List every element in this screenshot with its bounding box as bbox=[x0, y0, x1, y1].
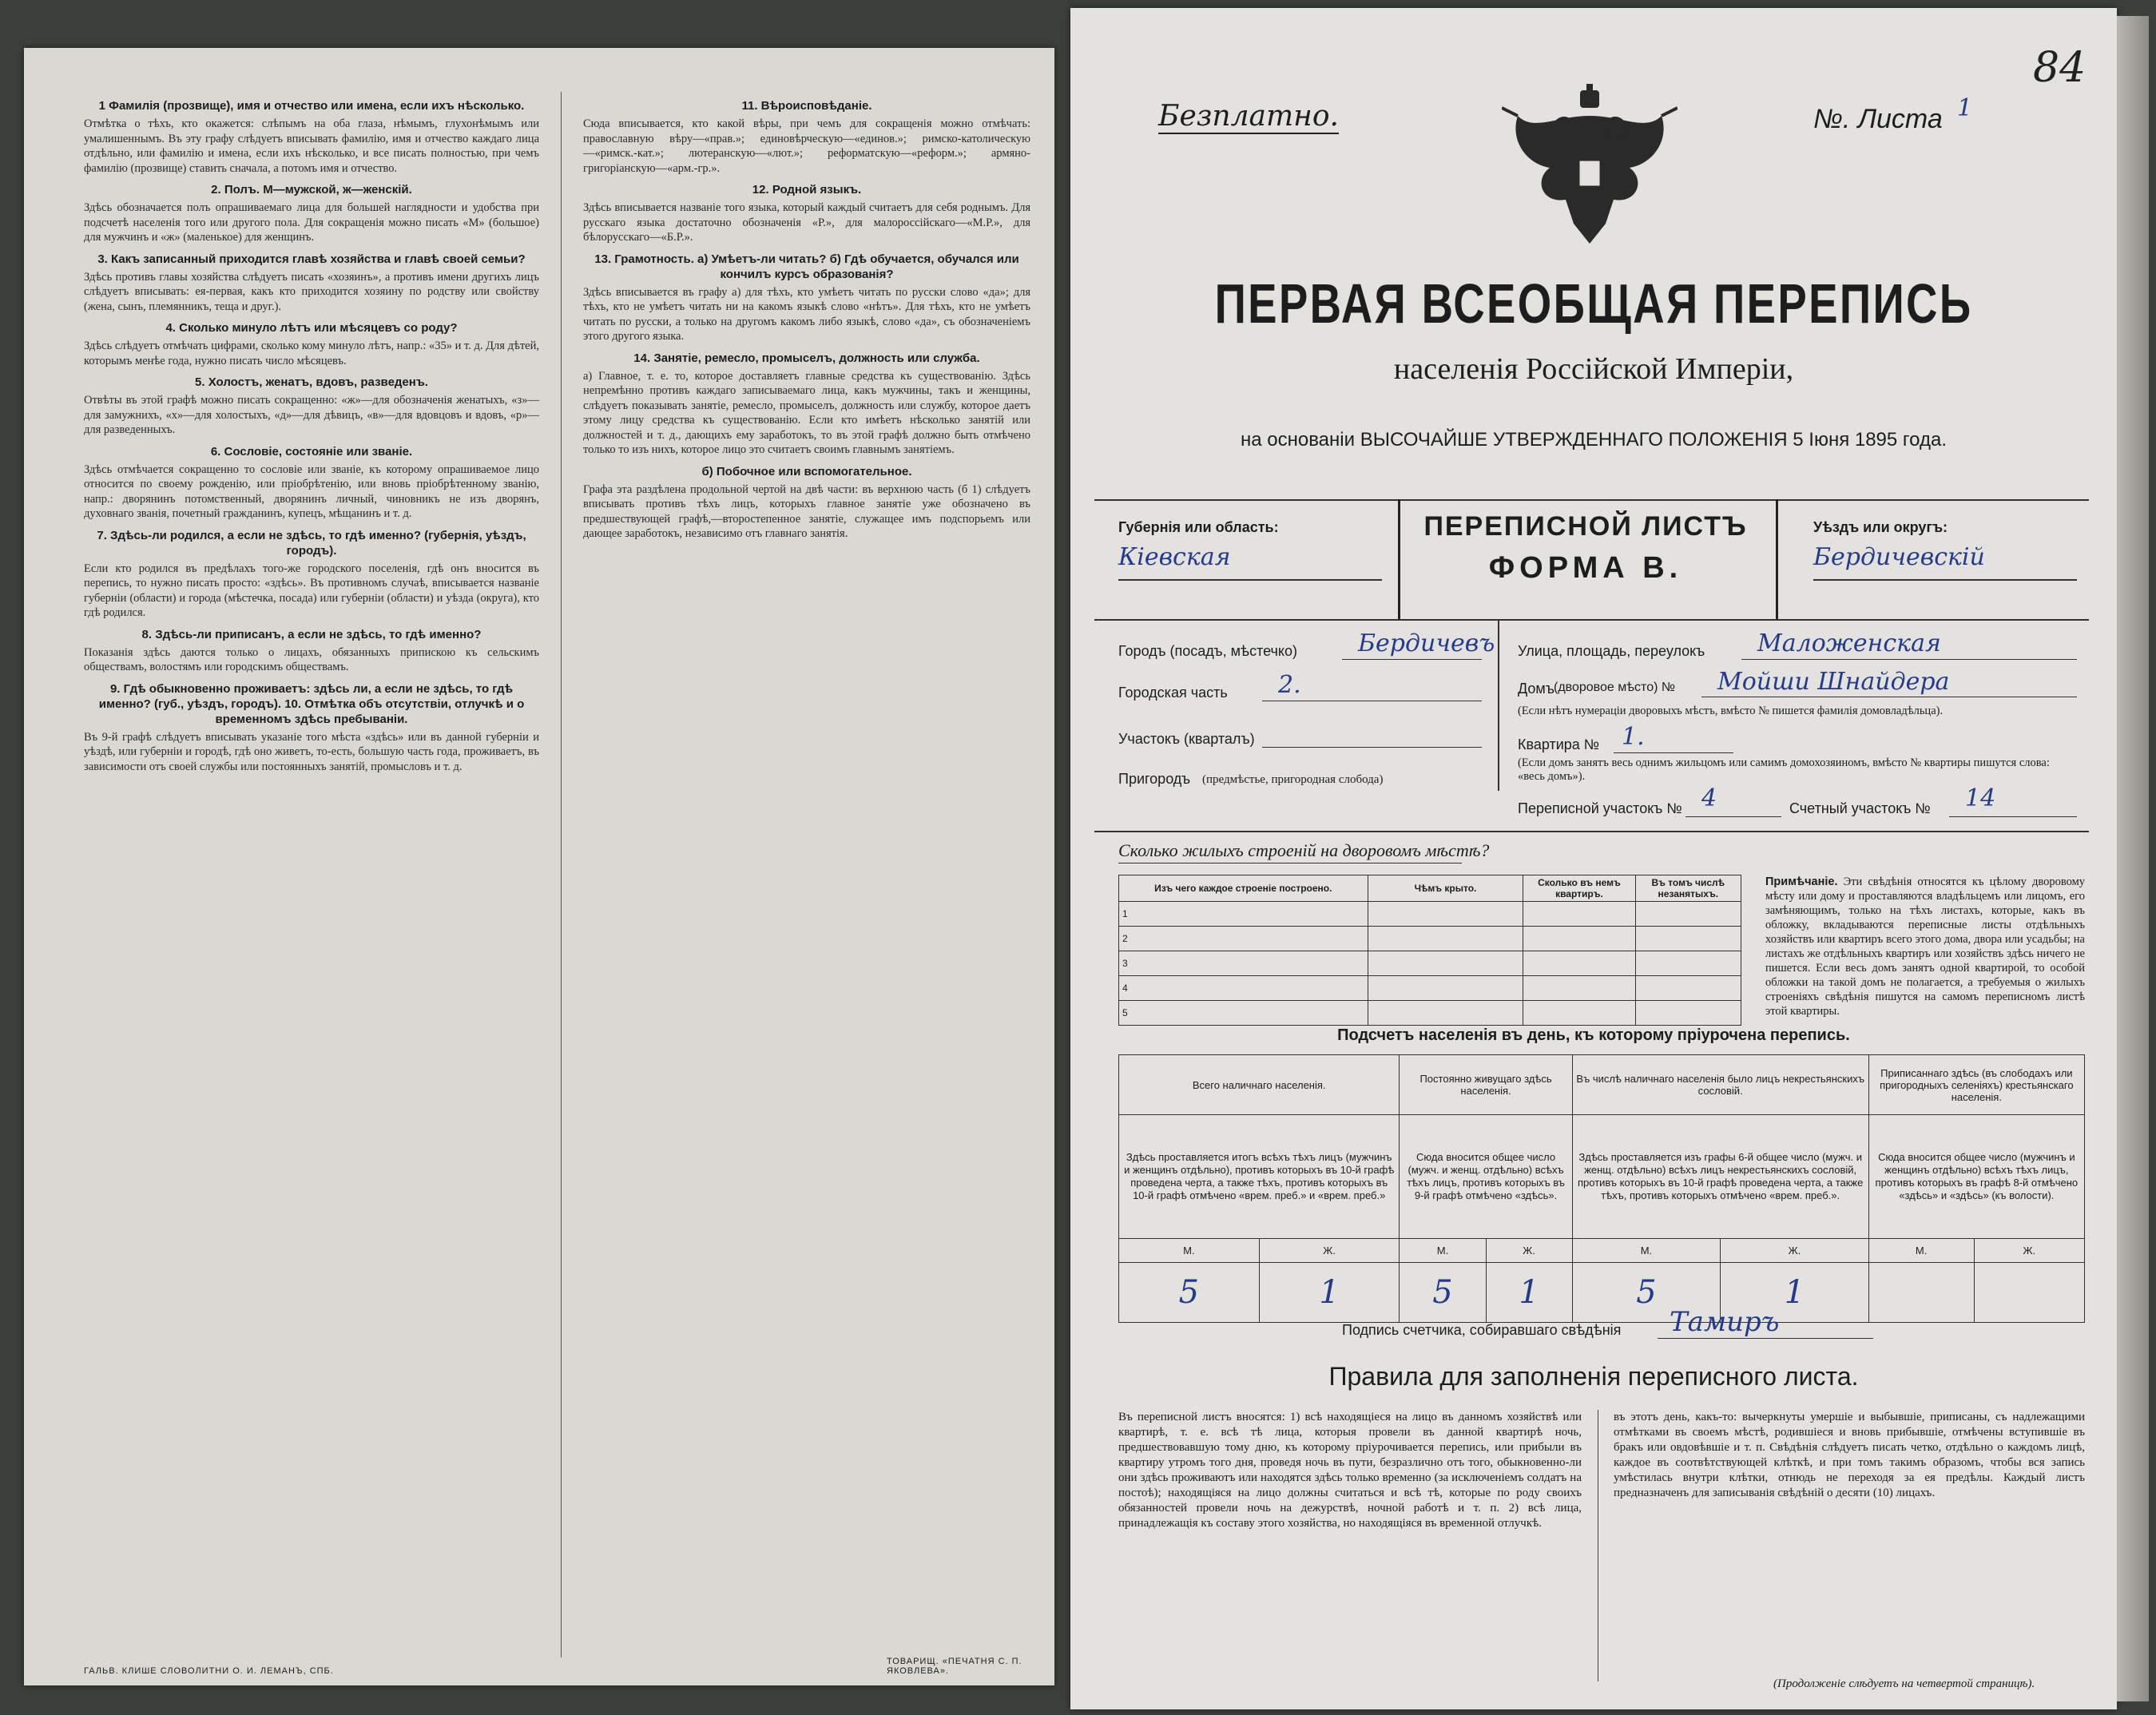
form-name: ФОРМА В. bbox=[1488, 551, 1683, 585]
female-label: Ж. bbox=[1974, 1239, 2085, 1263]
prigorod-note: (предмѣстье, пригородная слобода) bbox=[1202, 773, 1384, 786]
table-cell[interactable] bbox=[1523, 951, 1635, 976]
instruction-title: 12. Родной языкъ. bbox=[752, 183, 862, 197]
signature-label: Подпись счетчика, собиравшаго свѣдѣнія bbox=[1342, 1322, 1622, 1338]
instruction-title: 9. Гдѣ обыкновенно проживаетъ: здѣсь ли, а если не здѣсь, то гдѣ именно? (губ., уѣздъ, городъ). 10. Отмѣтка объ отсутствіи, отлучкѣ и о временномъ здѣсь пребываніи. bbox=[98, 681, 525, 726]
building-row-number: 1 bbox=[1119, 902, 1368, 927]
table-row bbox=[1119, 976, 1741, 1001]
instruction-body: Здѣсь отмѣчается сокращенно то сословіе или званіе, къ которому опрашиваемое лицо относится по своему рожденію, или пріобрѣтенію, или вновь пріобрѣтенному званію, напр.: дворянинъ потомственный, дворянинъ личный, чиновникъ не изъ дворянъ, духовнаго званія, почетный гражданинъ, купецъ, мѣщанинъ и т. д. bbox=[84, 462, 539, 520]
instruction-body: Если кто родился въ предѣлахъ того-же городского поселенія, гдѣ онъ вносится въ перепись, то нужно писать просто: «здѣсь». Въ противномъ случаѣ, вписывается названіе губерніи (области) и города (мѣстечка, посада) или губерніи (области) и уѣзда (округа), кто гдѣ родился. bbox=[84, 562, 539, 619]
count-desc-present: Здѣсь проставляется итогъ всѣхъ тѣхъ лицъ (мужчинъ и женщинъ отдѣльно), противъ которыхъ въ 10-й графѣ проведена черта, а также тѣхъ, противъ которыхъ въ 10-й графѣ отмѣчено «врем. преб.» и «врем. преб.» bbox=[1119, 1115, 1400, 1239]
buildings-header-row bbox=[1119, 875, 1741, 902]
instruction-section bbox=[583, 98, 1030, 176]
instruction-body: Здѣсь вписывается названіе того языка, который каждый считаетъ для себя роднымъ. Для русскаго языка достаточно обозначенія «Р.», для малороссійскаго—«М.Р.», для бѣлорусскаго—«Б.Р.». bbox=[583, 201, 1030, 244]
instruction-title: 1 Фамилія (прозвище), имя и отчество или имена, если ихъ нѣсколько. bbox=[98, 99, 525, 113]
count-col-present: Всего наличнаго населенія. bbox=[1119, 1055, 1400, 1115]
table-cell[interactable] bbox=[1368, 902, 1523, 927]
house-note: (дворовое мѣсто) № bbox=[1554, 681, 1676, 694]
instruction-section bbox=[583, 252, 1030, 344]
instruction-section bbox=[583, 464, 1030, 542]
count-col-permanent: Постоянно живущаго здѣсь населенія. bbox=[1400, 1055, 1572, 1115]
instruction-title: 14. Занятіе, ремесло, промыселъ, должность или служба. bbox=[633, 351, 980, 365]
instruction-title: 2. Полъ. М—мужской, ж—женскій. bbox=[211, 183, 412, 197]
legal-basis: на основаніи ВЫСОЧАЙШЕ УТВЕРЖДЕННАГО ПОЛОЖЕНІЯ 5 Іюня 1895 года. bbox=[1240, 429, 1947, 451]
male-label: М. bbox=[1868, 1239, 1974, 1263]
guberniya-value[interactable]: Кіевская bbox=[1118, 543, 1231, 571]
double-headed-eagle-emblem bbox=[1502, 84, 1678, 252]
present-male-count[interactable]: 5 bbox=[1119, 1263, 1260, 1323]
instruction-body: Отмѣтка о тѣхъ, кто окажется: слѣпымъ на оба глаза, нѣмымъ, глухонѣмымъ или умалишеннымъ. Въ эту графу слѣдуетъ вписывать фамилію, имя и отчество каждаго лица отдѣльно, или фамилію и имена, если ихъ нѣсколько, и все писать полностью, при чемъ фамилію (прозвище) ставить сначала, а потомъ имя и отчество. bbox=[84, 117, 539, 175]
building-row-number: 2 bbox=[1119, 927, 1368, 951]
non-peasant-female-count[interactable]: 1 bbox=[1721, 1263, 1869, 1323]
column-divider bbox=[561, 92, 562, 1657]
instruction-title: б) Побочное или вспомогательное. bbox=[701, 464, 912, 478]
table-cell[interactable] bbox=[1635, 927, 1741, 951]
census-district-value[interactable]: 4 bbox=[1701, 784, 1717, 812]
city-value[interactable]: Бердичевъ bbox=[1358, 629, 1495, 657]
census-form-page bbox=[1070, 8, 2117, 1709]
instruction-section bbox=[84, 252, 539, 315]
table-cell[interactable] bbox=[1523, 1001, 1635, 1026]
permanent-male-count[interactable]: 5 bbox=[1400, 1263, 1486, 1323]
count-district-label: Счетный участокъ № bbox=[1789, 800, 1931, 816]
table-cell[interactable] bbox=[1635, 976, 1741, 1001]
census-district-label: Переписной участокъ № bbox=[1518, 800, 1682, 816]
instructions-column-2 bbox=[583, 92, 1030, 545]
instruction-section bbox=[84, 528, 539, 621]
instruction-title: 5. Холостъ, женатъ, вдовъ, разведенъ. bbox=[195, 375, 428, 389]
buildings-note: Эти свѣдѣнія относятся къ цѣлому дворовому мѣсту или дому и проставляются владѣльцемъ или лицомъ, его замѣняющимъ, только на тѣхъ листахъ, которые, какъ въ обложку, вкладываются переписные листы отдѣльныхъ хозяйствъ или квартиръ всего этого дома, двора или усадьбы; на листахъ же отдѣльныхъ квартиръ или хозяйствъ здѣсь ничего не пишется. Если весь домъ занятъ одной квартирой, то особой обложки на такой домъ не полагается, а требуемыя о жилыхъ строеніяхъ свѣдѣнія пишутся на самомъ переписномъ листѣ этой квартиры. bbox=[1765, 875, 2085, 1018]
sheet-number-label: №. Листа bbox=[1813, 104, 1943, 134]
instruction-body: Графа эта раздѣлена продольной чертой на двѣ части: въ верхнюю часть (б 1) слѣдуетъ вписывать противъ тѣхъ лицъ, которыхъ главное занятіе уже обозначено въ предшествующей графѣ,—второстепенное занятіе, служащее имъ подспорьемъ или дающее заработокъ, независимо отъ главнаго занятія. bbox=[583, 482, 1030, 540]
table-row bbox=[1119, 1001, 1741, 1026]
uezd-label: Уѣздъ или округъ: bbox=[1813, 519, 1948, 535]
house-label: Домъ bbox=[1518, 681, 1555, 697]
count-head-row bbox=[1119, 1055, 2085, 1115]
table-cell[interactable] bbox=[1523, 976, 1635, 1001]
instruction-title: 4. Сколько минуло лѣтъ или мѣсяцевъ со роду? bbox=[165, 321, 458, 335]
building-row-number: 4 bbox=[1119, 976, 1368, 1001]
count-desc-permanent: Сюда вносится общее число (мужч. и женщ. отдѣльно) всѣхъ тѣхъ лицъ, противъ которыхъ въ 9-й графѣ отмѣчено «здѣсь». bbox=[1400, 1115, 1572, 1239]
city-part-label: Городская часть bbox=[1118, 685, 1228, 701]
rules-title: Правила для заполненія переписного листа. bbox=[1328, 1362, 1859, 1391]
table-cell[interactable] bbox=[1635, 951, 1741, 976]
apartment-label: Квартира № bbox=[1518, 736, 1600, 752]
page-edge bbox=[2117, 16, 2149, 1701]
table-row bbox=[1119, 927, 1741, 951]
city-label: Городъ (посадъ, мѣстечко) bbox=[1118, 643, 1297, 659]
print-credit-right: ТОВАРИЩ. «ПЕЧАТНЯ С. П. ЯКОВЛЕВА». bbox=[887, 1657, 1022, 1676]
table-cell[interactable] bbox=[1523, 927, 1635, 951]
sheet-title: ПЕРЕПИСНОЙ ЛИСТЪ bbox=[1423, 511, 1748, 542]
instruction-section bbox=[84, 182, 539, 245]
table-cell[interactable] bbox=[1368, 1001, 1523, 1026]
archive-page-number: 84 bbox=[2033, 44, 2087, 92]
count-values-row bbox=[1119, 1263, 2085, 1323]
rules-left-column: Въ переписной листъ вносятся: 1) всѣ находящіеся на лицо въ данномъ хозяйствѣ или квартирѣ, т. е. всѣ тѣ лица, которыя провели въ данной квартирѣ ночь, предшествовавшую тому дню, къ которому пріурочивается перепись, или прибыли въ квартиру утромъ того дня, проведя ночь въ пути, безразлично отъ того, обыкновенно-ли они здѣсь проживаютъ или находятся здѣсь только временно (за исключеніемъ солдатъ на постоѣ); находящіяся на лицо должны считаться и всѣ тѣ, которые по роду своихъ обязанностей провели ночь на дежурствѣ, ночной работѣ и т. п. 2) всѣ лица, принадлежащія къ составу этого хозяйства, но находящіяся въ временной отлучкѣ. bbox=[1118, 1411, 1582, 1530]
uchastok-label: Участокъ (кварталъ) bbox=[1118, 731, 1255, 747]
left-page-instructions bbox=[24, 48, 1054, 1685]
instruction-section bbox=[84, 98, 539, 176]
male-label: М. bbox=[1400, 1239, 1486, 1263]
uezd-value[interactable]: Бердичевскій bbox=[1813, 543, 1985, 571]
enumerator-signature[interactable]: Тамиръ bbox=[1670, 1306, 1780, 1338]
count-heading: Подсчетъ населенія въ день, къ которому пріурочена перепись. bbox=[1337, 1026, 1850, 1044]
table-cell[interactable] bbox=[1635, 1001, 1741, 1026]
instruction-body: Здѣсь слѣдуетъ отмѣчать цифрами, сколько кому минуло лѣтъ, напр.: «35» и т. д. Для дѣтей, которымъ менѣе года, нужно писать число мѣсяцевъ. bbox=[84, 339, 539, 367]
building-row-number: 3 bbox=[1119, 951, 1368, 976]
census-title: ПЕРВАЯ ВСЕОБЩАЯ ПЕРЕПИСЬ bbox=[1214, 272, 1973, 335]
prigorod-label: Пригородъ bbox=[1118, 771, 1191, 787]
registered-male-count[interactable] bbox=[1868, 1263, 1974, 1323]
instruction-body: Здѣсь обозначается полъ опрашиваемаго лица для большей наглядности и удобства при подсчетѣ населенія того или другого пола. Для сокращенія можно писать «М» (большое) для мужчинъ и «ж» (маленькое) для женщинъ. bbox=[84, 201, 539, 244]
female-label: Ж. bbox=[1259, 1239, 1400, 1263]
female-label: Ж. bbox=[1486, 1239, 1572, 1263]
buildings-note-head: Примѣчаніе. bbox=[1765, 875, 1838, 888]
guberniya-label: Губернія или область: bbox=[1118, 519, 1279, 535]
instruction-title: 8. Здѣсь-ли приписанъ, а если не здѣсь, то гдѣ именно? bbox=[141, 627, 482, 641]
count-mf-row bbox=[1119, 1239, 2085, 1263]
street-label: Улица, площадь, переулокъ bbox=[1518, 643, 1705, 659]
table-cell[interactable] bbox=[1635, 902, 1741, 927]
census-subtitle: населенія Россійской Имперіи, bbox=[1393, 352, 1794, 386]
count-col-registered-peasant: Приписаннаго здѣсь (въ слободахъ или пригородныхъ селеніяхъ) крестьянскаго населенія. bbox=[1868, 1055, 2084, 1115]
apartment-value[interactable]: 1. bbox=[1622, 723, 1645, 751]
count-district-value[interactable]: 14 bbox=[1965, 784, 1996, 812]
house-hint: (Если нѣтъ нумераціи дворовыхъ мѣстъ, вмѣсто № пишется фамилія домовладѣльца). bbox=[1518, 705, 1944, 717]
instruction-body: а) Главное, т. е. то, которое доставляетъ главные средства къ существованію. Здѣсь непремѣнно противъ каждаго записываемаго лица, какъ мужчины, такъ и женщины, слѣдуетъ показывать занятіе, ремесло, промыселъ, должность или службу, которое даетъ этому лицу средства къ существованію. Если кто имѣетъ нѣсколько занятій или должностей и т. д., дающихъ ему заработокъ, то въ этой графѣ должно быть отмѣчено только то изъ нихъ, которое лицо это считаетъ своимъ главнымъ занятіемъ. bbox=[583, 369, 1030, 456]
instruction-section bbox=[84, 681, 539, 775]
permanent-female-count[interactable]: 1 bbox=[1486, 1263, 1572, 1323]
instruction-body: Сюда вписывается, кто какой вѣры, при чемъ для сокращенія можно отмѣчать: православную вѣру—«прав.»; единовѣрческую—«единов.»; римско-католическую—«римск.-кат.»; лютеранскую—«лют.»; реформатскую—«реформ.»; армяно-григоріанскую—«арм.-гр.». bbox=[583, 117, 1030, 175]
table-cell[interactable] bbox=[1523, 902, 1635, 927]
instruction-section bbox=[84, 375, 539, 438]
count-desc-non-peasant: Здѣсь проставляется изъ графы 6-й общее число (мужч. и женщ. отдѣльно) всѣхъ лицъ некрестьянскихъ сословій, противъ которыхъ въ 10-й графѣ проведена черта, а также тѣхъ, противъ которыхъ отмѣчено «врем. преб.». bbox=[1572, 1115, 1868, 1239]
instruction-section bbox=[84, 320, 539, 368]
instruction-section bbox=[84, 444, 539, 522]
buildings-col-vacant: Въ томъ числѣ незанятыхъ. bbox=[1635, 875, 1741, 902]
print-credit-left: ГАЛЬВ. КЛИШЕ СЛОВОЛИТНИ О. И. ЛЕМАНЪ, СПБ. bbox=[84, 1666, 334, 1676]
instruction-title: 3. Какъ записанный приходится главѣ хозяйства и главѣ своей семьи? bbox=[97, 252, 526, 266]
instruction-section bbox=[583, 351, 1030, 458]
female-label: Ж. bbox=[1721, 1239, 1869, 1263]
instruction-body: Здѣсь противъ главы хозяйства слѣдуетъ писать «хозяинъ», а противъ имени другихъ лицъ слѣдуетъ вписывать: ея-первая, какъ кто приходится хозяину по родству или свойству (жена, сынъ, племянникъ, теща и друг.). bbox=[84, 270, 539, 313]
house-value[interactable]: Мойши Шнайдера bbox=[1717, 668, 1950, 696]
buildings-col-material: Изъ чего каждое строеніе построено. bbox=[1119, 875, 1368, 902]
registered-female-count[interactable] bbox=[1974, 1263, 2085, 1323]
instruction-body: Показанія здѣсь даются только о лицахъ, обязанныхъ припискою къ сельскимъ обществамъ, волостямъ или городскимъ обществамъ. bbox=[84, 645, 539, 673]
street-value[interactable]: Маложенская bbox=[1757, 629, 1941, 657]
count-desc-row bbox=[1119, 1115, 2085, 1239]
count-desc-registered-peasant: Сюда вносится общее число (мужчинъ и женщинъ отдѣльно) всѣхъ тѣхъ лицъ, противъ которыхъ въ графѣ 8-й отмѣчено «здѣсь» и «здѣсь» (къ волости). bbox=[1868, 1115, 2084, 1239]
city-part-value[interactable]: 2. bbox=[1278, 671, 1301, 699]
count-col-non-peasant: Въ числѣ наличнаго населенія было лицъ некрестьянскихъ сословій. bbox=[1572, 1055, 1868, 1115]
building-row-number: 5 bbox=[1119, 1001, 1368, 1026]
instruction-section bbox=[84, 627, 539, 675]
sheet-number-value: 1 bbox=[1957, 94, 1973, 122]
table-row bbox=[1119, 902, 1741, 927]
buildings-question: Сколько жилыхъ строеній на дворовомъ мѣстѣ? bbox=[1118, 840, 1490, 860]
population-count-table bbox=[1118, 1054, 2085, 1323]
rules-right-column: въ этотъ день, какъ-то: вычеркнуты умершіе и выбывшіе, приписаны, съ надлежащими отмѣтками въ своемъ мѣстѣ, родившіеся и вновь прибывшіе, отмѣчены вступившіе въ бракъ или овдовѣвшіе и т. п. Свѣдѣнія слѣдуетъ писать четко, отдѣльно о каждомъ лицѣ, каждое въ соотвѣтствующей клѣткѣ, и при томъ такимъ образомъ, чтобы вся запись умѣстилась внутри клѣтки, отнюдь не переходя за ея предѣлы. Каждый листъ предназначенъ для записыванія свѣдѣній о десяти (10) лицахъ. bbox=[1614, 1411, 2085, 1499]
instruction-title: 6. Сословіе, состояніе или званіе. bbox=[210, 444, 413, 459]
male-label: М. bbox=[1572, 1239, 1720, 1263]
instructions-column-1 bbox=[84, 92, 539, 777]
male-label: М. bbox=[1119, 1239, 1260, 1263]
buildings-col-apartments: Сколько въ немъ квартиръ. bbox=[1523, 875, 1635, 902]
non-peasant-male-count[interactable]: 5 bbox=[1572, 1263, 1720, 1323]
instruction-title: 13. Грамотность. а) Умѣетъ-ли читать? б) Гдѣ обучается, обучался или кончилъ курсъ образованія? bbox=[594, 252, 1019, 281]
buildings-table bbox=[1118, 875, 1741, 1026]
apartment-hint: (Если домъ занятъ весь однимъ жильцомъ или самимъ домохозяиномъ, вмѣсто № квартиры пишутся слова: «весь домъ»). bbox=[1518, 756, 2050, 783]
table-row bbox=[1119, 951, 1741, 976]
free-label: Безплатно. bbox=[1158, 100, 1339, 133]
instruction-title: 7. Здѣсь-ли родился, а если не здѣсь, то гдѣ именно? (губернія, уѣздъ, городъ). bbox=[97, 528, 526, 558]
rules-continued: (Продолженіе слѣдуетъ на четвертой страницѣ). bbox=[1773, 1677, 2035, 1690]
table-cell[interactable] bbox=[1368, 951, 1523, 976]
buildings-col-roof: Чѣмъ крыто. bbox=[1368, 875, 1523, 902]
instruction-title: 11. Вѣроисповѣданіе. bbox=[741, 99, 872, 113]
table-cell[interactable] bbox=[1368, 927, 1523, 951]
instruction-section bbox=[583, 182, 1030, 245]
instruction-body: Въ 9-й графѣ слѣдуетъ вписывать указаніе того мѣста «здѣсь» или въ данной губерніи и уѣздѣ, или губерніи и городѣ, гдѣ оно живетъ, то-есть, большую часть года, проживаетъ, въ зависимости отъ своей службы или постоянныхъ занятій, промысловъ и т. д. bbox=[84, 730, 539, 773]
instruction-body: Отвѣты въ этой графѣ можно писать сокращенно: «ж»—для обозначенія женатыхъ, «з»—для замужнихъ, «х»—для холостыхъ, «д»—для дѣвицъ, «в»—для вдовцовъ и вдовъ, «р»—для разведенныхъ. bbox=[84, 394, 539, 436]
instruction-body: Здѣсь вписывается въ графу а) для тѣхъ, кто умѣетъ читать по русски слово «да»; для тѣхъ, кто не умѣетъ читать ни на какомъ языкѣ слово «нѣтъ». Для тѣхъ, кто не умѣетъ читать по русски, а только на другомъ какомъ либо языкѣ, слово «да», съ обозначеніемъ этого другого языка. bbox=[583, 285, 1030, 343]
table-cell[interactable] bbox=[1368, 976, 1523, 1001]
present-female-count[interactable]: 1 bbox=[1259, 1263, 1400, 1323]
